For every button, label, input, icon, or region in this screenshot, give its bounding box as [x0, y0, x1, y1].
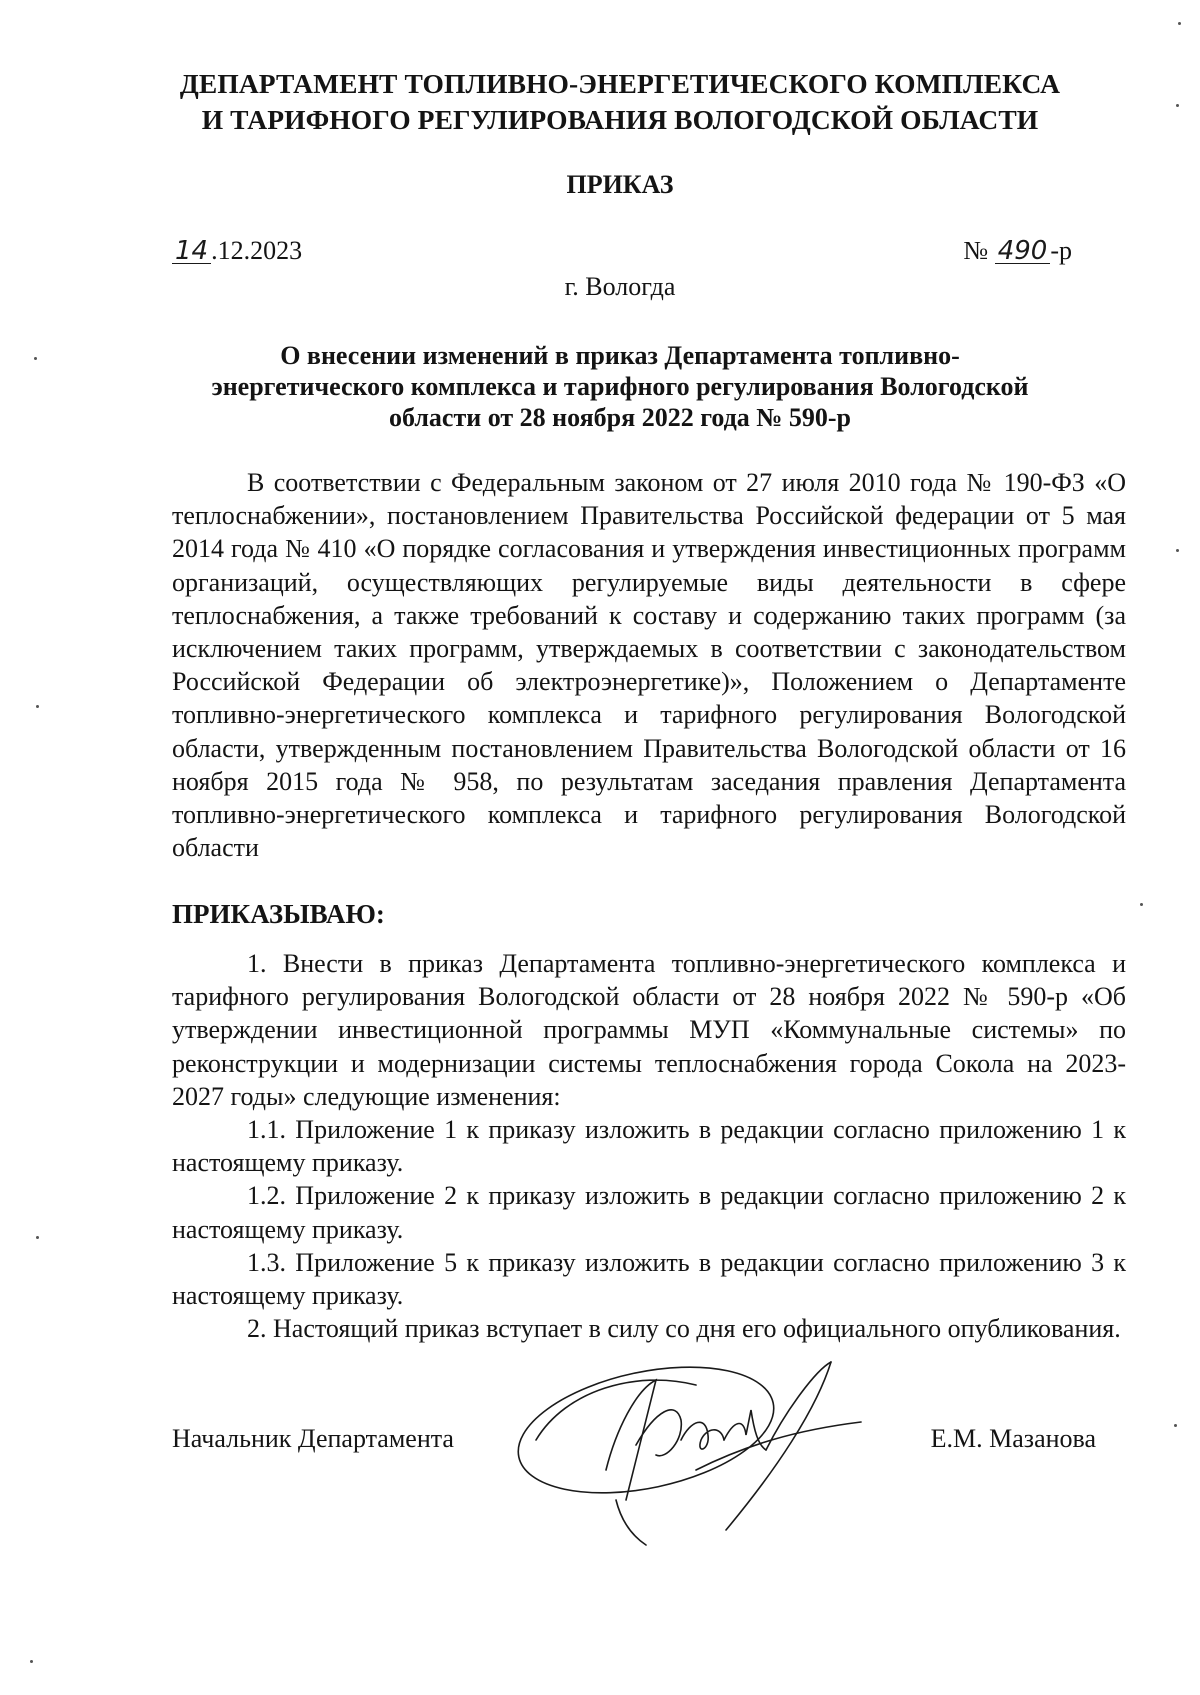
scan-speck — [36, 1236, 39, 1239]
department-header — [150, 66, 1090, 138]
header-line-1: ДЕПАРТАМЕНТ ТОПЛИВНО-ЭНЕРГЕТИЧЕСКОГО КОМПЛЕКСА — [179, 68, 1061, 99]
signer-title: Начальник Департамента — [172, 1424, 454, 1453]
scan-speck — [1176, 549, 1179, 552]
order-date — [172, 236, 302, 266]
scan-speck — [1174, 1424, 1177, 1427]
number-prefix: № — [963, 236, 995, 265]
scan-speck — [34, 357, 37, 360]
order-item-2: 2. Настоящий приказ вступает в силу со дня его официального опубликования. — [247, 1314, 1121, 1344]
document-type: ПРИКАЗ — [566, 170, 674, 199]
order-items — [172, 947, 1126, 1345]
order-item-1-3: 1.3. Приложение 5 к приказу изложить в редакции согласно приложению 3 к настоящему приказу. — [172, 1247, 1126, 1311]
handwritten-signature-icon — [496, 1350, 866, 1550]
signer-name: Е.М. Мазанова — [930, 1424, 1096, 1453]
scan-speck — [1178, 22, 1181, 25]
order-number — [963, 236, 1072, 266]
number-suffix: -р — [1050, 236, 1072, 265]
date-day-handwritten: 14 — [172, 239, 211, 264]
order-subject — [180, 340, 1060, 433]
order-item-1: 1. Внести в приказ Департамента топливно-энергетического комплекса и тарифного регулирования Вологодской области от 28 ноября 2022 № 590-р «Об утверждении инвестиционной программы МУП «Коммунальные системы» по реконструкции и модернизации системы теплоснабжения города Сокола на 2023-2027 годы» следующие изменения: — [172, 949, 1126, 1111]
scan-speck — [1176, 104, 1179, 107]
order-word: ПРИКАЗЫВАЮ: — [172, 899, 385, 929]
scan-speck — [30, 1660, 33, 1663]
header-line-2: И ТАРИФНОГО РЕГУЛИРОВАНИЯ ВОЛОГОДСКОЙ ОБЛАСТИ — [201, 104, 1039, 135]
number-handwritten: 490 — [995, 239, 1051, 264]
order-item-1-1: 1.1. Приложение 1 к приказу изложить в редакции согласно приложению 1 к настоящему приказу. — [172, 1115, 1126, 1178]
date-rest: .12.2023 — [211, 236, 303, 265]
subject-line-1: О внесении изменений в приказ Департамента топливно- — [280, 341, 960, 370]
order-item-1-2: 1.2. Приложение 2 к приказу изложить в редакции согласно приложению 2 к настоящему приказу. — [172, 1181, 1126, 1244]
scan-speck — [1140, 903, 1143, 906]
preamble — [172, 466, 1126, 864]
preamble-text: В соответствии с Федеральным законом от 27 июля 2010 года № 190-ФЗ «О теплоснабжении», постановлением Правительства Российской федерации от 5 мая 2014 года № 410 «О порядке согласования и утверждения инвестиционных программ организаций, осуществляющих регулируемые виды деятельности в сфере теплоснабжения, а также требований к составу и содержанию таких программ (за исключением таких программ, утверждаемых в соответствии с законодательством Российской Федерации об электроэнергетике)», Положением о Департаменте топливно-энергетического комплекса и тарифного регулирования Вологодской области, утвержденным постановлением Правительства Вологодской области от 16 ноября 2015 года № 958, по результатам заседания правления Департамента топливно-энергетического комплекса и тарифного регулирования Вологодской области — [172, 468, 1126, 863]
city: г. Вологда — [564, 272, 676, 301]
subject-line-2: энергетического комплекса и тарифного регулирования Вологодской — [211, 372, 1029, 401]
subject-line-3: области от 28 ноября 2022 года № 590-р — [388, 403, 852, 432]
scan-speck — [36, 705, 39, 708]
